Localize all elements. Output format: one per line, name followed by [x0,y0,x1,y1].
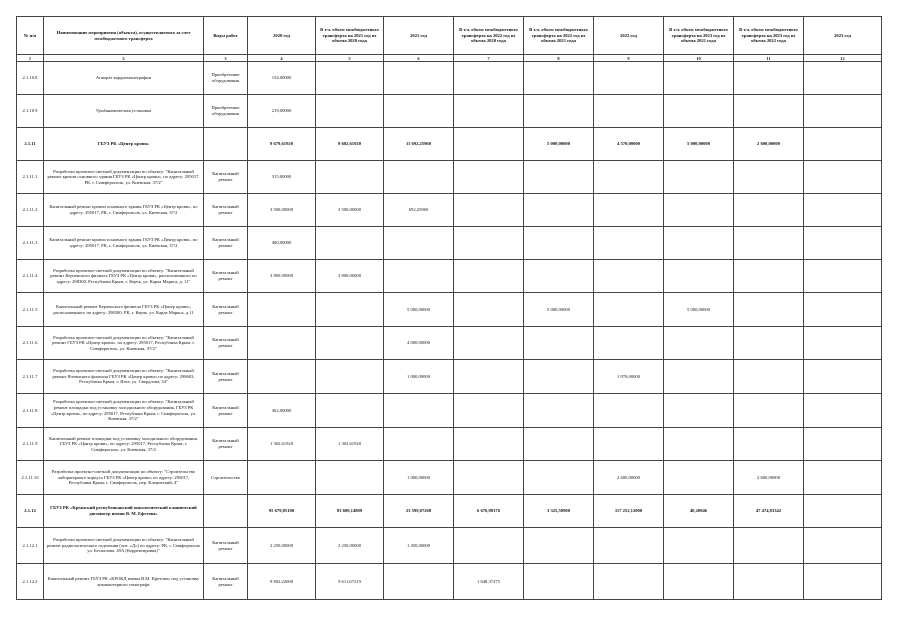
amount-cell: 5 000,00000 [664,128,734,161]
amount-cell [454,327,524,360]
amount-cell [454,293,524,327]
table-row [17,194,882,227]
work-type-cell: Капитальный ремонт [204,327,248,360]
table-row [17,260,882,293]
row-number-cell: 2.1.12.1 [17,528,44,564]
column-number: 3 [204,55,248,62]
row-number-cell: 2.1.11.7 [17,360,44,394]
amount-cell [248,461,316,495]
amount-cell [248,293,316,327]
row-number-cell: 2.1.11.3 [17,227,44,260]
amount-cell [316,227,384,260]
table-row [17,95,882,128]
amount-cell [454,95,524,128]
row-number-cell: 2.1.10.8 [17,62,44,95]
table-row [17,128,882,161]
work-type-cell: Капитальный ремонт [204,161,248,194]
work-type-cell: Строительство [204,461,248,495]
amount-cell [454,194,524,227]
amount-cell: 2 250,00000 [316,528,384,564]
amount-cell [594,227,664,260]
amount-cell [804,394,882,428]
table-row [17,394,882,428]
amount-cell [454,360,524,394]
column-number: 12 [804,55,882,62]
work-type-cell: Капитальный ремонт [204,260,248,293]
amount-cell [734,564,804,600]
column-number: 9 [594,55,664,62]
amount-cell: 400,00000 [248,227,316,260]
column-header: 2021 год [384,17,454,55]
amount-cell [664,428,734,461]
amount-cell [316,461,384,495]
row-name-cell: Капитальный ремонт Керченского филиала ГБУЗ РК «Центр крови», расположенного по адресу: 298300, РК, г. Керчь, ул. Карла Маркса, д.11 [44,293,204,327]
amount-cell [734,161,804,194]
column-header: Виды работ [204,17,248,55]
row-number-cell: 2.1.11.1 [17,161,44,194]
amount-cell [664,194,734,227]
amount-cell [734,62,804,95]
amount-cell [454,428,524,461]
work-type-cell: Приобретение оборудования [204,95,248,128]
amount-cell: 117 252,12000 [594,495,664,528]
amount-cell [734,95,804,128]
amount-cell: 1 302,61920 [316,428,384,461]
amount-cell [524,394,594,428]
column-number: 2 [44,55,204,62]
amount-cell [804,161,882,194]
budget-table-sheet [16,16,881,600]
amount-cell: 5 000,00000 [524,128,594,161]
amount-cell: 3 500,00000 [316,194,384,227]
amount-cell [734,260,804,293]
row-number-cell: 2.1.12.2 [17,564,44,600]
column-number: 6 [384,55,454,62]
amount-cell [804,62,882,95]
column-header: В т.ч. объем межбюджетного трансферта на 2023 год из объема 2022 года [734,17,804,55]
table-row [17,360,882,394]
amount-cell: 11 692,25960 [384,128,454,161]
budget-table [16,16,882,600]
amount-cell [664,528,734,564]
row-name-cell: Разработка проектно-сметной документации по объекту: "Капитальный ремонт площадки под установку холодильного оборудования, ГБУЗ РК «Центр крови», по адресу: 295017, Республика Крым, г. Симферополь, ул. Киевская, 37/2" [44,394,204,428]
row-name-cell: Разработка проектно-сметной документации по объекту: "Капитальный ремонт Керченского филиала ГБУЗ РК «Центр крови», расположенного по адресу: 298300, Республика Крым, г. Керчь, ул. Карла Маркса, д. 11" [44,260,204,293]
row-number-cell: 2.1.12 [17,495,44,528]
amount-cell [804,128,882,161]
amount-cell [594,564,664,600]
row-name-cell: Разработка проектно-сметной документации по объекту: "Капитальный ремонт радиологического отделения (лит. «Д») по адресу: РК, г. Симферополь ул. Беспалова, 49А (Корректировка)" [44,528,204,564]
amount-cell: 9 679,61920 [248,128,316,161]
amount-cell [524,528,594,564]
amount-cell: 219,00000 [248,95,316,128]
amount-cell: 95 679,85100 [248,495,316,528]
amount-cell [804,227,882,260]
amount-cell [384,260,454,293]
amount-cell [384,62,454,95]
amount-cell [524,260,594,293]
amount-cell [248,360,316,394]
row-number-cell: 2.1.11 [17,128,44,161]
table-row [17,528,882,564]
amount-cell [316,360,384,394]
work-type-cell [204,128,248,161]
row-name-cell: ГБУЗ РК «Центр крови» [44,128,204,161]
column-header: В т.ч. объем межбюджетного трансферта на 2023 год из объема 2021 года [664,17,734,55]
row-number-cell: 2.1.11.10 [17,461,44,495]
work-type-cell: Капитальный ремонт [204,360,248,394]
amount-cell [316,394,384,428]
amount-cell [248,327,316,360]
amount-cell [804,428,882,461]
column-number: 1 [17,55,44,62]
work-type-cell: Капитальный ремонт [204,293,248,327]
row-number-cell: 2.1.11.2 [17,194,44,227]
row-number-cell: 2.1.11.9 [17,428,44,461]
amount-cell [524,161,594,194]
work-type-cell: Капитальный ремонт [204,564,248,600]
amount-cell [454,128,524,161]
amount-cell: 692,25960 [384,194,454,227]
amount-cell [664,227,734,260]
work-type-cell: Капитальный ремонт [204,528,248,564]
amount-cell: 3 500,00000 [248,194,316,227]
table-body [17,62,882,600]
row-name-cell: Разработка проектно-сметной документации по объекту: "Капитальный ремонт кровли основного здания ГБУЗ РК «Центр крови», по адресу: 295017, РК, г. Симферополь, ул. Киевская, 37/2" [44,161,204,194]
work-type-cell: Капитальный ремонт [204,428,248,461]
amount-cell [804,495,882,528]
amount-cell [524,62,594,95]
amount-cell [664,564,734,600]
amount-cell: 3 325,50900 [524,495,594,528]
amount-cell [316,95,384,128]
column-number: 8 [524,55,594,62]
column-header: 2023 год [804,17,882,55]
amount-cell [804,293,882,327]
amount-cell: 3 800,00000 [316,260,384,293]
amount-cell [594,528,664,564]
work-type-cell: Капитальный ремонт [204,394,248,428]
amount-cell [804,564,882,600]
work-type-cell [204,495,248,528]
amount-cell [316,62,384,95]
row-name-cell: Разработка проектно-сметной документации по объекту: "Капитальный ремонт Ялтинского филиала ГБУЗ РК «Центр крови» по адресу: 298603, Республика Крым, г. Ялта, ул. Свердлова, 34" [44,360,204,394]
amount-cell [524,360,594,394]
amount-cell: 5 000,00000 [664,293,734,327]
amount-cell [454,227,524,260]
amount-cell [804,327,882,360]
table-row [17,62,882,95]
amount-cell [594,327,664,360]
amount-cell [524,564,594,600]
amount-cell [384,161,454,194]
amount-cell [804,194,882,227]
amount-cell: 6 676,98376 [454,495,524,528]
column-number: 11 [734,55,804,62]
amount-cell [804,528,882,564]
amount-cell [594,62,664,95]
amount-cell: 3 800,00000 [248,260,316,293]
amount-cell [594,428,664,461]
amount-cell [664,161,734,194]
row-number-cell: 2.1.11.8 [17,394,44,428]
amount-cell [524,461,594,495]
row-number-cell: 2.1.11.5 [17,293,44,327]
row-name-cell: ГБУЗ РК «Крымский республиканский онкологический клинический диспансер имени В. М. Ефетова» [44,495,204,528]
amount-cell [524,428,594,461]
amount-cell [316,327,384,360]
header-row [17,17,882,55]
amount-cell: 1 000,00000 [384,461,454,495]
amount-cell: 4 000,00000 [384,327,454,360]
row-number-cell: 2.1.11.6 [17,327,44,360]
amount-cell [594,194,664,227]
amount-cell [384,428,454,461]
amount-cell [664,260,734,293]
row-name-cell: Разработка проектно-сметной документации по объекту: "Капитальный ремонт ГБУЗ РК «Центр крови», по адресу: 295017, Республика Крым, г. Симферополь, ул. Киевская, 37/2" [44,327,204,360]
amount-cell [594,95,664,128]
row-name-cell: Капитальный ремонт кровли основного здания ГБУЗ РК «Центр крови», по адресу: 295017, РК, г. Симферополь, ул. Киевская, 37/2 [44,227,204,260]
amount-cell [734,194,804,227]
amount-cell [384,227,454,260]
row-name-cell: Капитальный ремонт ГБУЗ РК «КРОКД имени В.М. Ефетова» под установку компьютерного томографа [44,564,204,600]
amount-cell [594,161,664,194]
row-name-cell: Урodинамическая установка [44,95,204,128]
column-header: В т.ч. объем межбюджетного трансферта на 2022 год из объема 2020 года [454,17,524,55]
work-type-cell: Капитальный ремонт [204,194,248,227]
row-name-cell: Капитальный ремонт кровли основного здания ГБУЗ РК «Центр крови», по адресу: 295017, РК, г. Симферополь, ул. Киевская, 37/2 [44,194,204,227]
amount-cell: 5 000,00000 [524,293,594,327]
amount-cell: 1 450,00000 [384,528,454,564]
table-row [17,495,882,528]
table-row [17,461,882,495]
column-header: В т.ч. объем межбюджетного трансферта на 2022 год из объема 2021 года [524,17,594,55]
work-type-cell: Приобретение оборудования [204,62,248,95]
amount-cell: 4 570,00000 [594,128,664,161]
amount-cell: 362,00000 [248,394,316,428]
amount-cell [524,194,594,227]
amount-cell: 23 599,07268 [384,495,454,528]
amount-cell [524,227,594,260]
amount-cell: 9 802,22000 [248,564,316,600]
amount-cell [664,360,734,394]
amount-cell [664,394,734,428]
amount-cell: 83 600,14809 [316,495,384,528]
amount-cell [664,327,734,360]
amount-cell [594,260,664,293]
amount-cell [734,293,804,327]
amount-cell: 1 648,37275 [454,564,524,600]
amount-cell [524,95,594,128]
table-row [17,564,882,600]
amount-cell: 47 474,83342 [734,495,804,528]
amount-cell [594,394,664,428]
amount-cell: 2 600,00000 [734,461,804,495]
amount-cell [594,293,664,327]
amount-cell: 1 970,00000 [594,360,664,394]
column-number: 4 [248,55,316,62]
row-number-cell: 2.1.10.9 [17,95,44,128]
column-header: 2022 год [594,17,664,55]
row-number-cell: 2.1.11.4 [17,260,44,293]
column-header: В т.ч. объем межбюджетного трансферта на 2021 год из объема 2020 года [316,17,384,55]
table-row [17,227,882,260]
amount-cell: 5 000,00000 [384,293,454,327]
amount-cell: 9 602,61920 [316,128,384,161]
amount-cell: 1 000,00000 [384,360,454,394]
amount-cell [664,461,734,495]
amount-cell [454,461,524,495]
amount-cell [734,327,804,360]
amount-cell: 2 250,00000 [248,528,316,564]
amount-cell [316,161,384,194]
amount-cell [384,95,454,128]
amount-cell [734,227,804,260]
amount-cell [734,428,804,461]
table-row [17,293,882,327]
amount-cell [734,528,804,564]
amount-cell [804,461,882,495]
amount-cell [664,62,734,95]
amount-cell [454,260,524,293]
amount-cell [384,394,454,428]
amount-cell [734,394,804,428]
amount-cell [454,394,524,428]
amount-cell [734,360,804,394]
amount-cell [804,360,882,394]
work-type-cell: Капитальный ремонт [204,227,248,260]
table-row [17,327,882,360]
column-number: 7 [454,55,524,62]
column-header: 2020 год [248,17,316,55]
amount-cell: 2 600,00000 [734,128,804,161]
amount-cell [804,95,882,128]
row-name-cell: Разработка проектно-сметной документации по объекту: "Строительство лабораторного корпуса ГБУЗ РК «Центр крови» по адресу: 295017, Республика Крым, г. Симферополь, пер. Кленовский, 4" [44,461,204,495]
amount-cell: 315,00000 [248,161,316,194]
amount-cell [316,293,384,327]
amount-cell: 1 302,61920 [248,428,316,461]
amount-cell [804,260,882,293]
amount-cell: 154,00000 [248,62,316,95]
amount-cell: 40,20046 [664,495,734,528]
amount-cell [454,62,524,95]
row-name-cell: Аппарат кардиомонографии [44,62,204,95]
column-header: Наименование мероприятия (объекта), осуществляемого за счет межбюджетного трансферта [44,17,204,55]
amount-cell [664,95,734,128]
column-number: 5 [316,55,384,62]
table-row [17,428,882,461]
column-number-row [17,55,882,62]
column-number: 10 [664,55,734,62]
row-name-cell: Капитальный ремонт площадки под установку холодильного оборудования, ГБУЗ РК «Центр крови», по адресу: 295017, Республика Крым, г. Симферополь, ул. Киевская, 37/2 [44,428,204,461]
amount-cell [384,564,454,600]
amount-cell: 9 611,67319 [316,564,384,600]
table-row [17,161,882,194]
amount-cell: 2 600,00000 [594,461,664,495]
amount-cell [524,327,594,360]
amount-cell [454,528,524,564]
amount-cell [454,161,524,194]
column-header: № п/п [17,17,44,55]
